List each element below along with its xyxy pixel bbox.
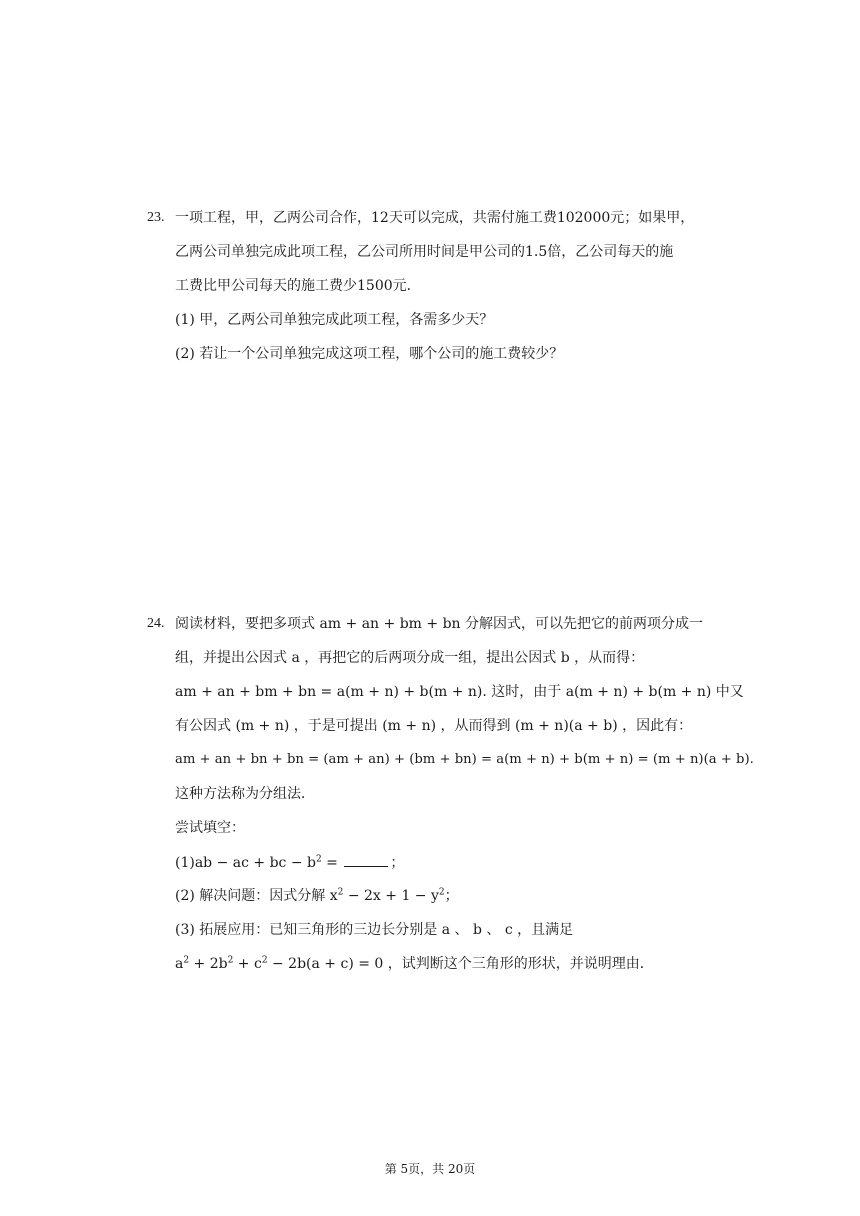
question-24-number: 24. xyxy=(147,616,165,631)
question-24-line-5: am + an + bn + bn = (am + an) + (bm + bn) = a(m + n) + b(m + n) = (m + n)(a + b). xyxy=(175,752,754,767)
question-24-line-6: 这种方法称为分组法． xyxy=(175,786,315,802)
part-2-middle: − 2x + 1 − y xyxy=(343,888,439,904)
part-2-prefix: (2) 解决问题：因式分解 x xyxy=(175,888,338,904)
question-23-line-3: 工费比甲公司每天的施工费少1500元． xyxy=(175,278,421,294)
question-24-part-3-line-2 xyxy=(175,954,654,974)
part-3-c: + c xyxy=(233,956,262,972)
question-24-part-2 xyxy=(175,886,459,906)
part-2-exponent-1: 2 xyxy=(337,887,344,898)
part-3-a: a xyxy=(175,956,184,972)
part-3-exp-1: 2 xyxy=(183,955,190,966)
question-24-part-1 xyxy=(175,852,404,873)
question-23-line-1: 一项工程，甲，乙两公司合作，12天可以完成，共需付施工费102000元；如果甲， xyxy=(175,210,695,226)
part-3-b: + 2b xyxy=(189,956,228,972)
part-1-suffix: ； xyxy=(390,855,405,871)
page-footer: 第 5页，共 20页 xyxy=(384,1162,476,1176)
part-1-exponent: 2 xyxy=(315,854,322,865)
question-24-line-2: 组，并提出公因式 a ，再把它的后两项分成一组，提出公因式 b ，从而得： xyxy=(175,650,645,666)
question-24-line-3: am + an + bm + bn = a(m + n) + b(m + n). 这时，由于 a(m + n) + b(m + n) 中又 xyxy=(175,684,744,700)
question-23-line-2: 乙两公司单独完成此项工程，乙公司所用时间是甲公司的1.5倍，乙公司每天的施 xyxy=(175,244,674,260)
part-2-exponent-2: 2 xyxy=(438,887,445,898)
question-23-part-1: (1) 甲，乙两公司单独完成此项工程，各需多少天？ xyxy=(175,312,494,328)
part-3-exp-2: 2 xyxy=(227,955,234,966)
question-24-line-1: 阅读材料，要把多项式 am + an + bm + bn 分解因式，可以先把它的前两项分成一 xyxy=(175,616,703,632)
part-3-exp-3: 2 xyxy=(261,955,268,966)
answer-blank[interactable] xyxy=(344,852,388,867)
question-24-line-7: 尝试填空： xyxy=(175,820,245,836)
question-23-number: 23. xyxy=(147,210,165,225)
part-3-rest: − 2b(a + c) = 0 ，试判断这个三角形的形状，并说明理由． xyxy=(267,956,654,972)
question-23-part-2: (2) 若让一个公司单独完成这项工程，哪个公司的施工费较少？ xyxy=(175,346,564,362)
question-24-line-4: 有公因式 (m + n) ，于是可提出 (m + n) ，从而得到 (m + n)(a + b) ，因此有： xyxy=(175,718,693,734)
part-1-expression: (1)ab − ac + bc − b xyxy=(175,855,316,871)
part-2-suffix: ； xyxy=(444,888,459,904)
question-24-part-3-line-1: (3) 拓展应用：已知三角形的三边长分别是 a 、 b 、 c ，且满足 xyxy=(175,922,574,938)
part-1-equals: = xyxy=(321,855,343,871)
